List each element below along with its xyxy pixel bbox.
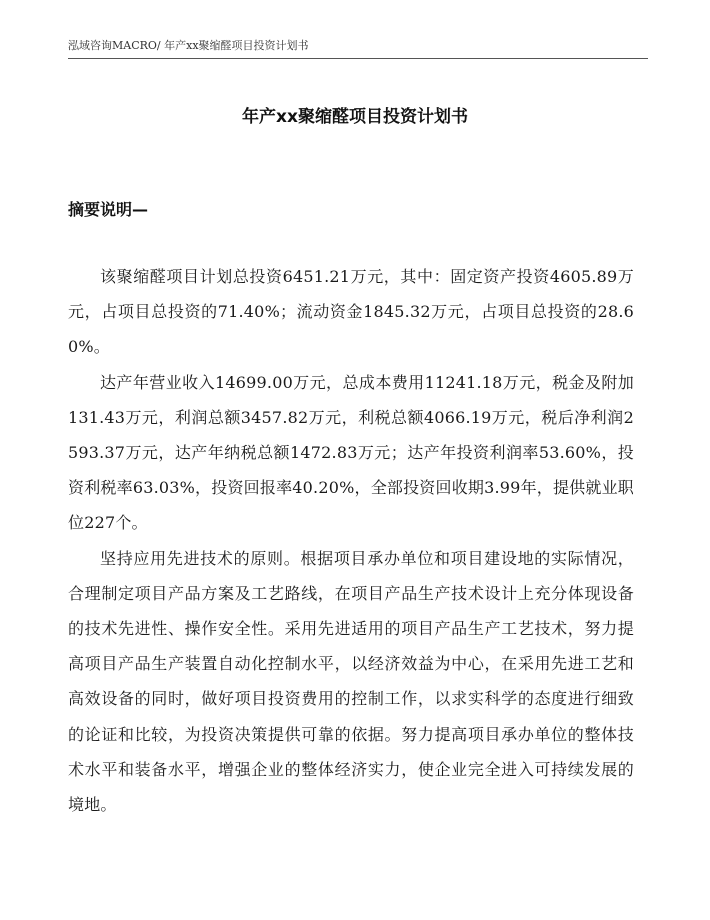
document-title: 年产xx聚缩醛项目投资计划书 [242,107,468,127]
section-heading: 摘要说明— [68,200,149,219]
paragraph-principles: 坚持应用先进技术的原则。根据项目承办单位和项目建设地的实际情况，合理制定项目产品方案及工艺路线，在项目产品生产技术设计上充分体现设备的技术先进性、操作安全性。采用先进适用的项目产品生产工艺技术，努力提高项目产品生产装置自动化控制水平，以经济效益为中心，在采用先进工艺和高效设备的同时，做好项目投资费用的控制工作，以求实科学的态度进行细致的论证和比较，为投资决策提供可靠的依据。努力提高项目承办单位的整体技术水平和装备水平，增强企业的整体经济实力，使企业完全进入可持续发展的境地。 [68,548,634,815]
paragraph-investment: 该聚缩醛项目计划总投资6451.21万元，其中：固定资产投资4605.89万元，占项目总投资的71.40%；流动资金1845.32万元，占项目总投资的28.60%。 [68,267,634,357]
header-doc-name: 年产xx聚缩醛项目投资计划书 [160,39,309,52]
running-header [68,38,648,59]
body-text [68,259,634,822]
header-org: 泓域咨询MACRO/ [68,39,161,52]
paragraph-revenue: 达产年营业收入14699.00万元，总成本费用11241.18万元，税金及附加131.43万元，利润总额3457.82万元，利税总额4066.19万元，税后净利润2593.37万元，达产年纳税总额1472.83万元；达产年投资利润率53.60%，投资利税率63.03%，投资回报率40.20%，全部投资回收期3.99年，提供就业职位227个。 [68,372,634,533]
